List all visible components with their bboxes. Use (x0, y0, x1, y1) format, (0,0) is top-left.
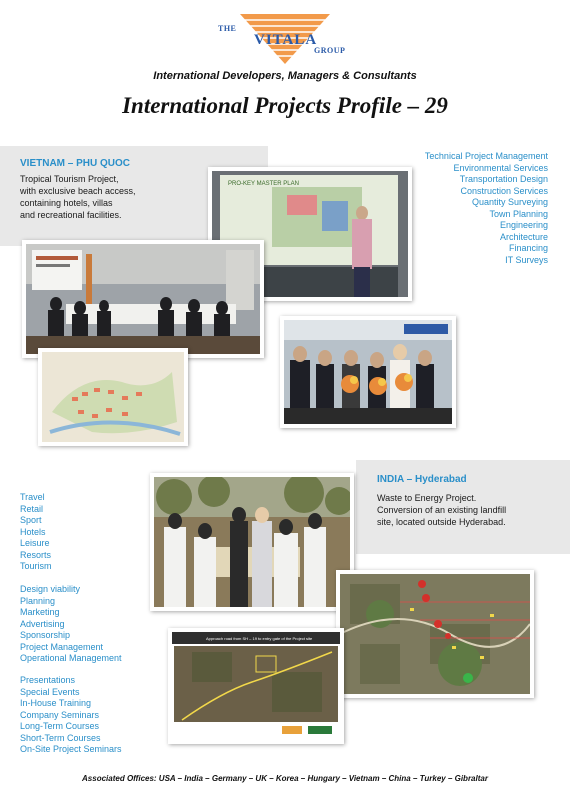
service-item: Financing (508, 243, 548, 253)
vietnam-line: Tropical Tourism Project, (20, 174, 119, 184)
vietnam-description (20, 173, 136, 221)
sector-item: Retail (20, 503, 44, 514)
design-item: Planning (20, 595, 56, 606)
logo-group: GROUP (314, 46, 346, 55)
vietnam-line: with exclusive beach access, (20, 186, 136, 196)
photo-satellite-map (336, 570, 534, 698)
vietnam-line: containing hotels, villas (20, 198, 113, 208)
design-item: Design viability (20, 584, 81, 594)
india-description (377, 492, 506, 528)
photo-group-flowers (280, 316, 456, 428)
service-item: Architecture (499, 231, 548, 242)
training-list (20, 675, 122, 756)
service-item: Construction Services (460, 185, 548, 196)
approach-road-caption: Approach road from SH – 19 to entry gate of the Project site (206, 636, 313, 641)
training-item: Presentations (20, 675, 76, 685)
service-item: Environmental Services (453, 162, 548, 173)
training-item: On-Site Project Seminars (20, 744, 122, 754)
design-item: Sponsorship (20, 630, 71, 640)
sector-item: Sport (20, 515, 42, 525)
service-item: IT Surveys (505, 254, 548, 265)
photo-meeting (22, 240, 264, 358)
sector-item: Tourism (20, 561, 52, 571)
india-heading: INDIA – Hyderabad (377, 474, 467, 485)
sector-item: Travel (20, 492, 45, 502)
logo-the: THE (218, 24, 237, 33)
training-item: In-House Training (20, 698, 92, 708)
design-item: Project Management (20, 641, 104, 652)
india-line: site, located outside Hyderabad. (377, 517, 506, 527)
training-item: Special Events (20, 686, 80, 697)
logo-vitala: VITALA (254, 32, 318, 48)
design-item: Marketing (20, 607, 60, 617)
design-item: Operational Management (20, 653, 122, 663)
company-logo (210, 10, 360, 68)
design-list (20, 584, 122, 665)
sector-item: Leisure (20, 538, 50, 548)
sector-item: Hotels (20, 526, 46, 537)
services-list (425, 151, 548, 266)
service-item: Technical Project Management (424, 151, 548, 161)
photo-approach-road (168, 628, 344, 744)
training-item: Short-Term Courses (20, 732, 101, 743)
training-item: Company Seminars (20, 709, 100, 720)
vietnam-line: and recreational facilities. (20, 210, 122, 220)
service-item: Transportation Design (459, 174, 548, 184)
vietnam-heading: VIETNAM – PHU QUOC (20, 158, 131, 169)
service-item: Engineering (499, 220, 548, 230)
photo-site-plan (38, 348, 188, 446)
tagline: International Developers, Managers & Consultants (153, 70, 417, 82)
design-item: Advertising (20, 618, 65, 629)
photo-site-visit (150, 473, 354, 611)
sectors-list (20, 492, 52, 573)
india-line: Conversion of an existing landfill (377, 505, 507, 515)
sector-item: Resorts (20, 549, 52, 560)
training-item: Long-Term Courses (20, 721, 100, 731)
service-item: Town Planning (489, 208, 548, 219)
service-item: Quantity Surveying (471, 197, 548, 207)
india-line: Waste to Energy Project. (377, 493, 477, 503)
masterplan-label: PRO-KEY MASTER PLAN (228, 181, 299, 187)
associated-offices: Associated Offices: USA – India – Germany – UK – Korea – Hungary – Vietnam – China – Turkey – Gibraltar (82, 774, 488, 783)
page-title: International Projects Profile – 29 (122, 93, 448, 118)
